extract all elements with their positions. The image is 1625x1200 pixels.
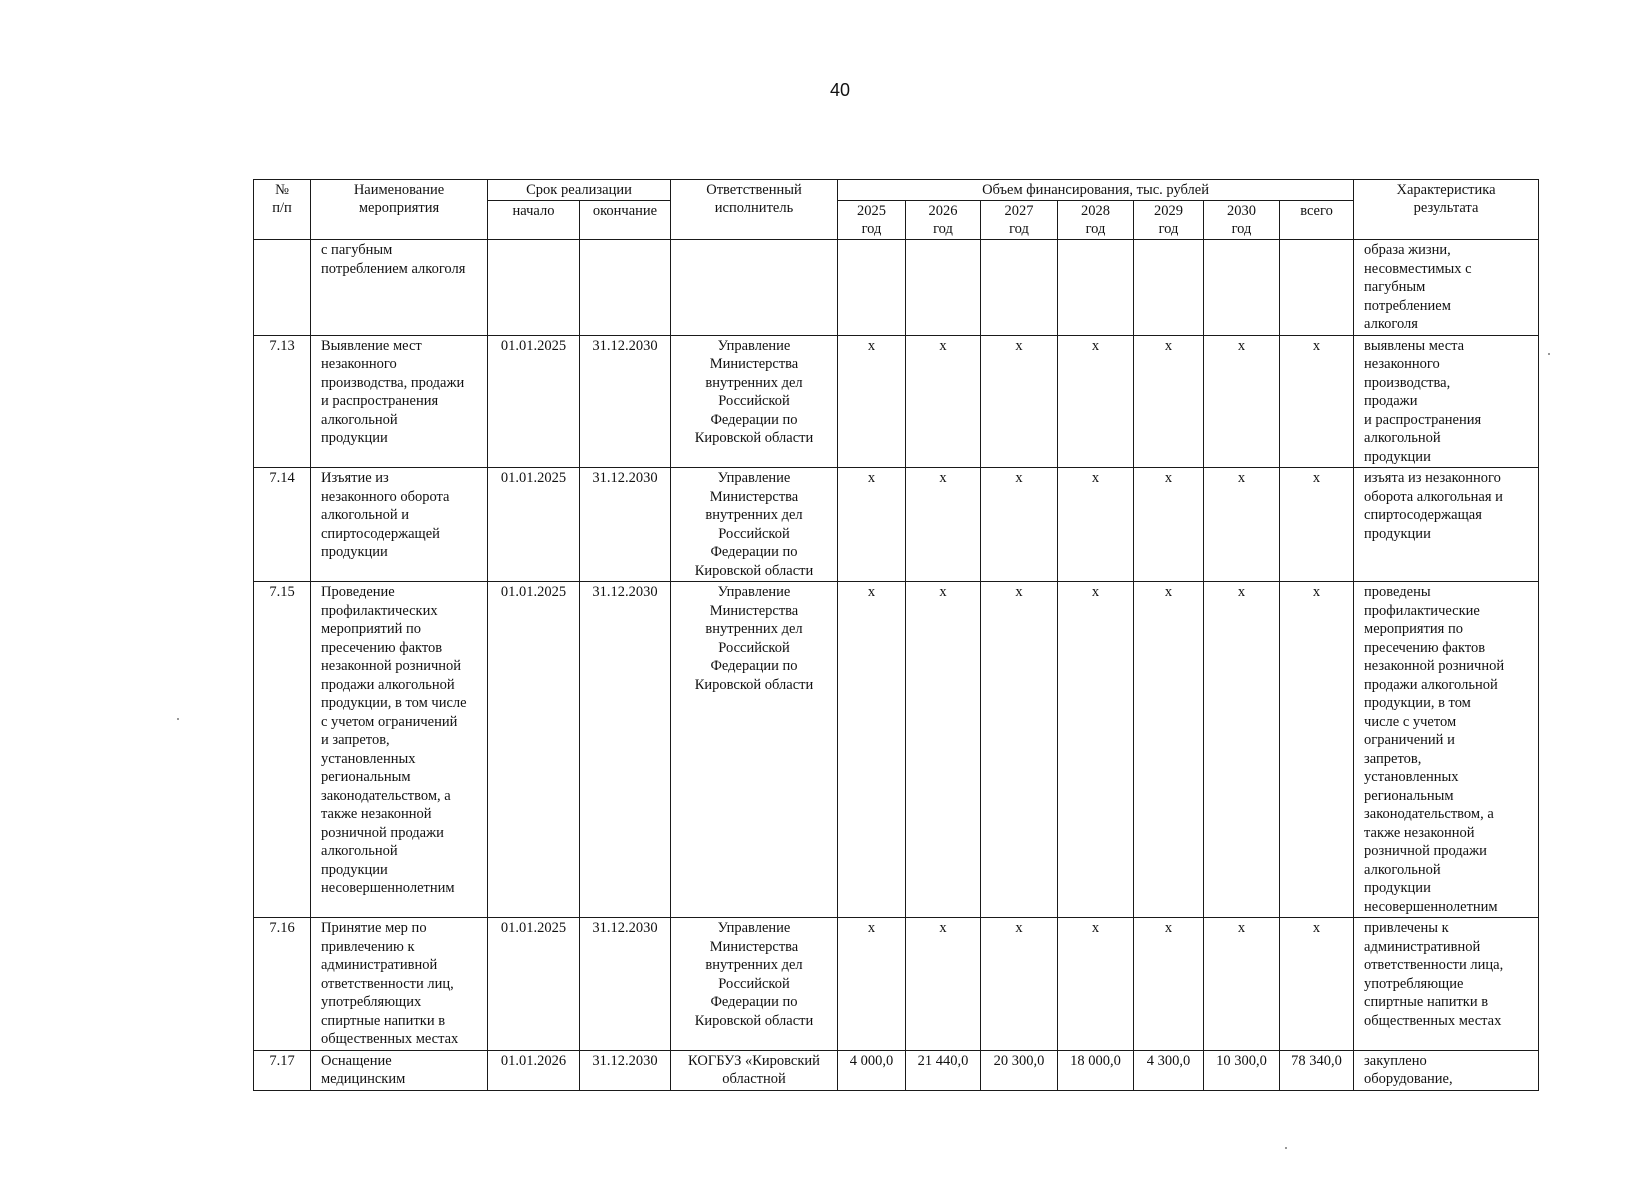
row-name: Принятие мер по привлечению к административной ответственности лиц, употребляющих спиртные напитки в общественных местах (311, 918, 488, 1051)
row-end (580, 240, 671, 336)
row-start: 01.01.2025 (488, 468, 580, 582)
row-funding: х (838, 582, 906, 918)
row-name: Изъятие из незаконного оборота алкогольной и спиртосодержащей продукции (311, 468, 488, 582)
row-result: образа жизни, несовместимых с пагубным потреблением алкоголя (1354, 240, 1539, 336)
row-funding (906, 240, 981, 336)
row-num: 7.13 (254, 335, 311, 468)
row-funding: х (1058, 468, 1134, 582)
row-start: 01.01.2025 (488, 582, 580, 918)
header-num: № п/п (254, 180, 311, 240)
row-name: Выявление мест незаконного производства, продажи и распространения алкогольной продукции (311, 335, 488, 468)
row-result: закуплено оборудование, (1354, 1050, 1539, 1090)
header-total: всего (1280, 201, 1354, 240)
header-row-top (254, 180, 1539, 201)
header-name: Наименование мероприятия (311, 180, 488, 240)
row-funding: х (1280, 918, 1354, 1051)
row-num: 7.16 (254, 918, 311, 1051)
row-funding: х (981, 335, 1058, 468)
row-start: 01.01.2026 (488, 1050, 580, 1090)
row-funding: х (1280, 468, 1354, 582)
row-funding: х (838, 918, 906, 1051)
scan-speck (1548, 353, 1550, 355)
row-funding: 4 300,0 (1134, 1050, 1204, 1090)
table-row (254, 468, 1539, 582)
row-funding: х (906, 918, 981, 1051)
row-num: 7.15 (254, 582, 311, 918)
row-funding: х (906, 582, 981, 918)
row-responsible (671, 240, 838, 336)
row-funding: 20 300,0 (981, 1050, 1058, 1090)
row-funding: х (906, 468, 981, 582)
row-funding: х (1204, 918, 1280, 1051)
row-responsible: Управление Министерства внутренних дел Российской Федерации по Кировской области (671, 918, 838, 1051)
page-number: 40 (829, 80, 851, 100)
row-funding: х (1204, 335, 1280, 468)
row-end: 31.12.2030 (580, 582, 671, 918)
row-num: 7.14 (254, 468, 311, 582)
row-funding (838, 240, 906, 336)
row-funding: х (1058, 335, 1134, 468)
table-body (254, 240, 1539, 1091)
row-funding: 18 000,0 (1058, 1050, 1134, 1090)
row-start: 01.01.2025 (488, 335, 580, 468)
header-year: 2028 год (1058, 201, 1134, 240)
row-funding: 78 340,0 (1280, 1050, 1354, 1090)
row-end: 31.12.2030 (580, 918, 671, 1051)
row-funding: х (1280, 582, 1354, 918)
row-name: Проведение профилактических мероприятий по пресечению фактов незаконной розничной продажи алкогольной продукции, в том числе с учетом ограничений и запретов, установленных региональным законодательством, а также незаконной розничной продажи алкогольной продукции несовершеннолетним (311, 582, 488, 918)
row-result: привлечены к административной ответственности лица, употребляющие спиртные напитки в общественных местах (1354, 918, 1539, 1051)
row-end: 31.12.2030 (580, 468, 671, 582)
row-funding: х (981, 468, 1058, 582)
table-row (254, 582, 1539, 918)
header-year: 2027 год (981, 201, 1058, 240)
row-funding: х (1058, 582, 1134, 918)
row-funding: х (1134, 582, 1204, 918)
row-funding (1058, 240, 1134, 336)
row-funding: х (1280, 335, 1354, 468)
row-funding: х (981, 582, 1058, 918)
row-funding (1134, 240, 1204, 336)
row-responsible: КОГБУЗ «Кировский областной (671, 1050, 838, 1090)
row-funding: х (838, 468, 906, 582)
row-result: выявлены места незаконного производства, продажи и распространения алкогольной продукции (1354, 335, 1539, 468)
header-year: 2025 год (838, 201, 906, 240)
row-funding: х (1134, 918, 1204, 1051)
row-responsible: Управление Министерства внутренних дел Российской Федерации по Кировской области (671, 335, 838, 468)
row-end: 31.12.2030 (580, 1050, 671, 1090)
row-start: 01.01.2025 (488, 918, 580, 1051)
row-result: изъята из незаконного оборота алкогольная и спиртосодержащая продукции (1354, 468, 1539, 582)
header-term: Срок реализации (488, 180, 671, 201)
row-responsible: Управление Министерства внутренних дел Российской Федерации по Кировской области (671, 582, 838, 918)
table-header (254, 180, 1539, 240)
header-start: начало (488, 201, 580, 240)
header-result: Характеристика результата (1354, 180, 1539, 240)
table-row (254, 335, 1539, 468)
scan-speck (177, 718, 179, 720)
row-funding (1204, 240, 1280, 336)
row-funding (981, 240, 1058, 336)
header-responsible: Ответственный исполнитель (671, 180, 838, 240)
row-funding: х (1058, 918, 1134, 1051)
row-funding: х (1204, 468, 1280, 582)
row-name: Оснащение медицинским (311, 1050, 488, 1090)
row-funding: х (981, 918, 1058, 1051)
row-funding: 21 440,0 (906, 1050, 981, 1090)
row-funding: 4 000,0 (838, 1050, 906, 1090)
row-end: 31.12.2030 (580, 335, 671, 468)
header-year: 2026 год (906, 201, 981, 240)
header-end: окончание (580, 201, 671, 240)
row-funding: х (906, 335, 981, 468)
activities-table (253, 179, 1539, 1091)
table-row (254, 240, 1539, 336)
table-row (254, 918, 1539, 1051)
scan-speck (1285, 1147, 1287, 1149)
row-num (254, 240, 311, 336)
row-responsible: Управление Министерства внутренних дел Российской Федерации по Кировской области (671, 468, 838, 582)
header-funding: Объем финансирования, тыс. рублей (838, 180, 1354, 201)
row-funding: 10 300,0 (1204, 1050, 1280, 1090)
row-name: с пагубным потреблением алкоголя (311, 240, 488, 336)
row-start (488, 240, 580, 336)
header-year: 2029 год (1134, 201, 1204, 240)
row-funding: х (1134, 468, 1204, 582)
row-result: проведены профилактические мероприятия по пресечению фактов незаконной розничной продажи алкогольной продукции, в том числе с учетом ограничений и запретов, установленных региональным законодательством, а также незаконной розничной продажи алкогольной продукции несовершеннолетним (1354, 582, 1539, 918)
row-funding: х (1134, 335, 1204, 468)
table-row (254, 1050, 1539, 1090)
row-funding (1280, 240, 1354, 336)
row-num: 7.17 (254, 1050, 311, 1090)
row-funding: х (838, 335, 906, 468)
activities-table-container (253, 179, 1538, 1091)
header-year: 2030 год (1204, 201, 1280, 240)
row-funding: х (1204, 582, 1280, 918)
